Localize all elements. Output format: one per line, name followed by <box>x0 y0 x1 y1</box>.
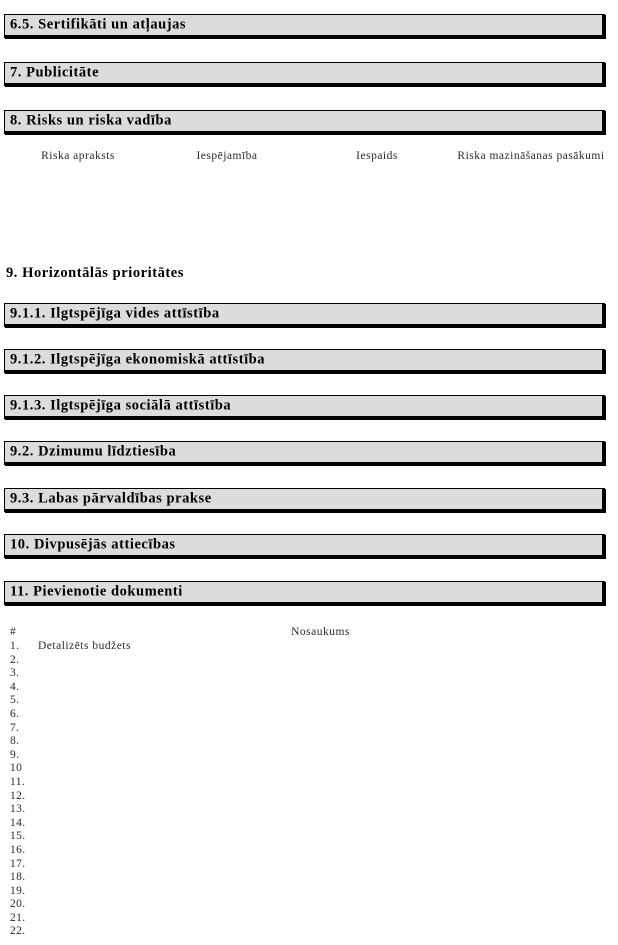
section-heading-label-8: 8. Risks un riska vadība <box>10 112 172 129</box>
attachments-row <box>0 925 618 939</box>
attachments-row <box>0 667 618 681</box>
attachments-row <box>0 640 618 654</box>
attachments-row-number: 15. <box>10 830 26 843</box>
attachments-row <box>0 790 618 804</box>
attachments-row <box>0 694 618 708</box>
section-heading-bar-9.2 <box>4 441 605 465</box>
risk-table-header-row <box>0 150 618 184</box>
section-heading-label-10: 10. Divpusējās attiecības <box>10 536 176 553</box>
section-heading-bar-6.5 <box>4 14 605 38</box>
section-heading-label-9.1.1: 9.1.1. Ilgtspējīga vides attīstība <box>10 305 220 322</box>
attachments-rows <box>0 640 618 939</box>
attachments-row <box>0 708 618 722</box>
attachments-row-number: 2. <box>10 653 20 666</box>
section-heading-bar-9.3 <box>4 488 605 512</box>
attachments-column-header-name: Nosaukums <box>291 626 350 638</box>
attachments-table <box>0 626 618 939</box>
section-heading-label-7: 7. Publicitāte <box>10 64 100 81</box>
attachments-row <box>0 776 618 790</box>
attachments-table-header-row <box>0 626 618 640</box>
attachments-row-number: 7. <box>10 721 20 734</box>
attachments-row-number: 9. <box>10 748 20 761</box>
attachments-row <box>0 844 618 858</box>
attachments-row <box>0 912 618 926</box>
attachments-row <box>0 858 618 872</box>
section-heading-9: 9. Horizontālās prioritātes <box>6 265 184 281</box>
attachments-row-number: 4. <box>10 680 20 693</box>
attachments-column-header-number: # <box>10 626 17 638</box>
section-heading-label-9.2: 9.2. Dzimumu līdztiesība <box>10 443 177 460</box>
attachments-row-number: 19. <box>10 884 26 897</box>
attachments-row-name: Detalizēts budžets <box>38 640 131 652</box>
section-heading-bar-9.1.1 <box>4 303 605 327</box>
section-heading-bar-9.1.3 <box>4 395 605 419</box>
attachments-row-number: 6. <box>10 707 20 720</box>
attachments-row-number: 14. <box>10 816 26 829</box>
section-heading-bar-10 <box>4 534 605 558</box>
section-heading-label-9.1.2: 9.1.2. Ilgtspējīga ekonomiskā attīstība <box>10 351 266 368</box>
section-heading-label-9.1.3: 9.1.3. Ilgtspējīga sociālā attīstība <box>10 397 232 414</box>
attachments-row-number: 16. <box>10 843 26 856</box>
section-heading-bar-9.1.2 <box>4 349 605 373</box>
attachments-row-number: 22. <box>10 925 26 938</box>
attachments-row-number: 1. <box>10 640 20 652</box>
attachments-row-number: 17. <box>10 857 26 870</box>
attachments-row-number: 3. <box>10 667 20 680</box>
attachments-row-number: 13. <box>10 803 26 816</box>
risk-table-column-header-mitigation: Riska mazināšanas pasākumi <box>457 150 605 162</box>
attachments-row-number: 8. <box>10 735 20 748</box>
section-heading-bar-8 <box>4 110 605 134</box>
attachments-row <box>0 722 618 736</box>
attachments-row-number: 18. <box>10 871 26 884</box>
attachments-row-number: 12. <box>10 789 26 802</box>
attachments-row <box>0 817 618 831</box>
attachments-row <box>0 749 618 763</box>
risk-table-column-header-likelihood: Iespējamība <box>196 150 258 162</box>
attachments-row <box>0 898 618 912</box>
attachments-row-number: 11. <box>10 775 26 788</box>
risk-table-column-header-description: Riska apraksts <box>41 150 115 162</box>
section-heading-bar-11 <box>4 581 605 605</box>
section-heading-label-9.3: 9.3. Labas pārvaldības prakse <box>10 490 212 507</box>
attachments-row <box>0 681 618 695</box>
attachments-row <box>0 871 618 885</box>
attachments-row-number: 21. <box>10 911 26 924</box>
section-heading-bar-7 <box>4 62 605 86</box>
section-heading-label-6.5: 6.5. Sertifikāti un atļaujas <box>10 16 187 33</box>
attachments-row <box>0 885 618 899</box>
attachments-row <box>0 803 618 817</box>
section-heading-label-11: 11. Pievienotie dokumenti <box>10 583 183 600</box>
attachments-row-number: 20. <box>10 898 26 911</box>
attachments-row-number: 5. <box>10 694 20 707</box>
attachments-row <box>0 762 618 776</box>
attachments-row <box>0 654 618 668</box>
risk-table-column-header-impact: Iespaids <box>356 150 398 162</box>
attachments-row <box>0 735 618 749</box>
attachments-row-number: 10 <box>10 762 23 775</box>
attachments-row <box>0 830 618 844</box>
